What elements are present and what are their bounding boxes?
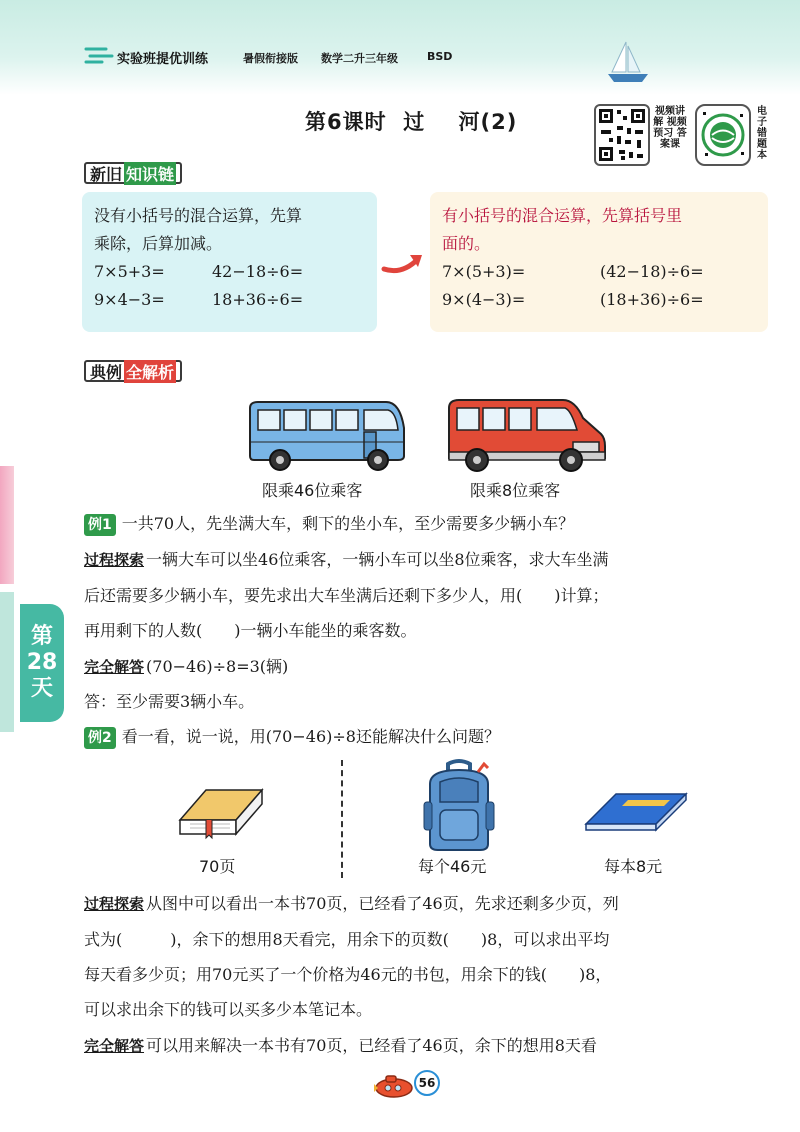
example2-question-line (84, 727, 500, 749)
example1-explore-line: 再用剩下的人数( )一辆小车能坐的乘客数。 (84, 621, 417, 640)
rule-text-line: 有小括号的混合运算，先算括号里 (442, 206, 683, 225)
equation-row (94, 258, 367, 286)
rule-box-with-parentheses (430, 192, 768, 332)
van-caption: 限乘8位乘客 (470, 481, 561, 500)
example1-reply: 答：至少需要3辆小车。 (84, 692, 255, 711)
equation: 42−18÷6= (212, 262, 304, 281)
explore-text: 从图中可以看出一本书70页，已经看了46页，先求还剩多少页，列 (146, 894, 619, 913)
equation-row (442, 258, 758, 286)
explore-tag: 过程探索 (84, 551, 145, 569)
arrow-right-icon (380, 245, 428, 277)
day-tab[interactable] (20, 604, 64, 722)
equation: 9×4−3= (94, 290, 165, 309)
notebook-caption: 每本8元 (604, 857, 663, 876)
book-caption: 70页 (199, 857, 236, 876)
day-tab-line1: 第 (30, 624, 53, 649)
knowledge-link-a: 新旧 (90, 164, 123, 184)
globe-qr-icon (697, 106, 749, 164)
example2-explore-line: 每天看多少页；用70元买了一个价格为46元的书包，用余下的钱( )8， (84, 965, 612, 984)
van-illustration (443, 394, 609, 474)
answer-text: (70−46)÷8=3(辆) (146, 657, 289, 676)
equation: 7×5+3= (94, 262, 165, 281)
page-number: 56 (414, 1070, 440, 1096)
example2-explore-line: 式为( )，余下的想用8天看完，用余下的页数( )8，可以求出平均 (84, 930, 610, 949)
backpack-illustration (418, 758, 500, 854)
example2-explore-line (84, 894, 619, 914)
knowledge-link-b: 知识链 (124, 162, 176, 185)
rule-box-no-parentheses (82, 192, 377, 332)
day-tab-line3: 天 (30, 676, 53, 701)
equation: (18+36)÷6= (600, 290, 704, 309)
series-logo-icon (84, 43, 116, 65)
example1-explore-line: 后还需要多少辆小车，要先求出大车坐满后还剩下多少人，用( )计算； (84, 586, 609, 605)
page-header (0, 0, 800, 95)
grade-label: 数学二升三年级 (321, 52, 398, 65)
equation: 18+36÷6= (212, 290, 304, 309)
rule-text-line: 乘除，后算加减。 (94, 234, 223, 253)
answer-tag: 完全解答 (84, 1037, 145, 1055)
book-illustration (176, 784, 266, 840)
edition-label: 暑假衔接版 (243, 52, 298, 65)
example1-explore-line (84, 550, 609, 570)
example1-tag: 例1 (84, 514, 116, 536)
equation-row (442, 286, 758, 314)
example2-question: 看一看，说一说，用(70−46)÷8还能解决什么问题？ (121, 727, 500, 746)
example1-answer-line (84, 657, 288, 677)
lesson-number: 第6课时 (305, 110, 387, 134)
answer-text: 可以用来解决一本书有70页，已经看了46页，余下的想用8天看 (146, 1036, 597, 1055)
equation: (42−18)÷6= (600, 262, 704, 281)
series-name: 实验班提优训练 (117, 52, 209, 67)
mistake-qr-label: 电子错题本 (757, 106, 767, 161)
equation: 9×(4−3)= (442, 290, 526, 309)
equation-row (94, 286, 367, 314)
example-heading-a: 典例 (90, 362, 123, 382)
dashed-divider (341, 760, 343, 878)
example1-question: 一共70人，先坐满大车，剩下的坐小车，至少需要多少辆小车？ (121, 514, 575, 533)
day-tab-number: 28 (26, 650, 58, 675)
example1-question-line (84, 514, 574, 536)
version-label: BSD (427, 50, 453, 63)
lesson-name-2: 河(2) (458, 110, 518, 134)
edge-strip-green (0, 592, 14, 732)
example2-tag: 例2 (84, 727, 116, 749)
example-heading-b: 全解析 (124, 360, 176, 383)
explore-text: 一辆大车可以坐46位乘客，一辆小车可以坐8位乘客，求大车坐满 (146, 550, 609, 569)
rule-text-line: 面的。 (442, 234, 491, 253)
backpack-caption: 每个46元 (418, 857, 487, 876)
lesson-name-1: 过 (403, 110, 426, 134)
bus-illustration (244, 398, 408, 472)
example-analysis-heading (84, 360, 182, 382)
edge-strip-pink (0, 466, 14, 584)
rule-text-line: 没有小括号的混合运算，先算 (94, 206, 303, 225)
example2-explore-line: 可以求出余下的钱可以买多少本笔记本。 (84, 1000, 373, 1019)
explore-tag: 过程探索 (84, 895, 145, 913)
qr-pattern-icon (596, 106, 648, 164)
submarine-icon (372, 1068, 416, 1100)
answer-tag: 完全解答 (84, 658, 145, 676)
equation: 7×(5+3)= (442, 262, 526, 281)
video-qr-label: 视频讲解 视频预习 答案课 (653, 106, 687, 150)
mistake-book-qr-code[interactable] (695, 104, 751, 166)
notebook-illustration (582, 790, 690, 832)
sailboat-icon (604, 38, 650, 86)
video-qr-code[interactable] (594, 104, 650, 166)
example2-answer-line (84, 1036, 597, 1056)
bus-caption: 限乘46位乘客 (262, 481, 363, 500)
lesson-title (305, 106, 517, 136)
knowledge-link-heading (84, 162, 182, 184)
